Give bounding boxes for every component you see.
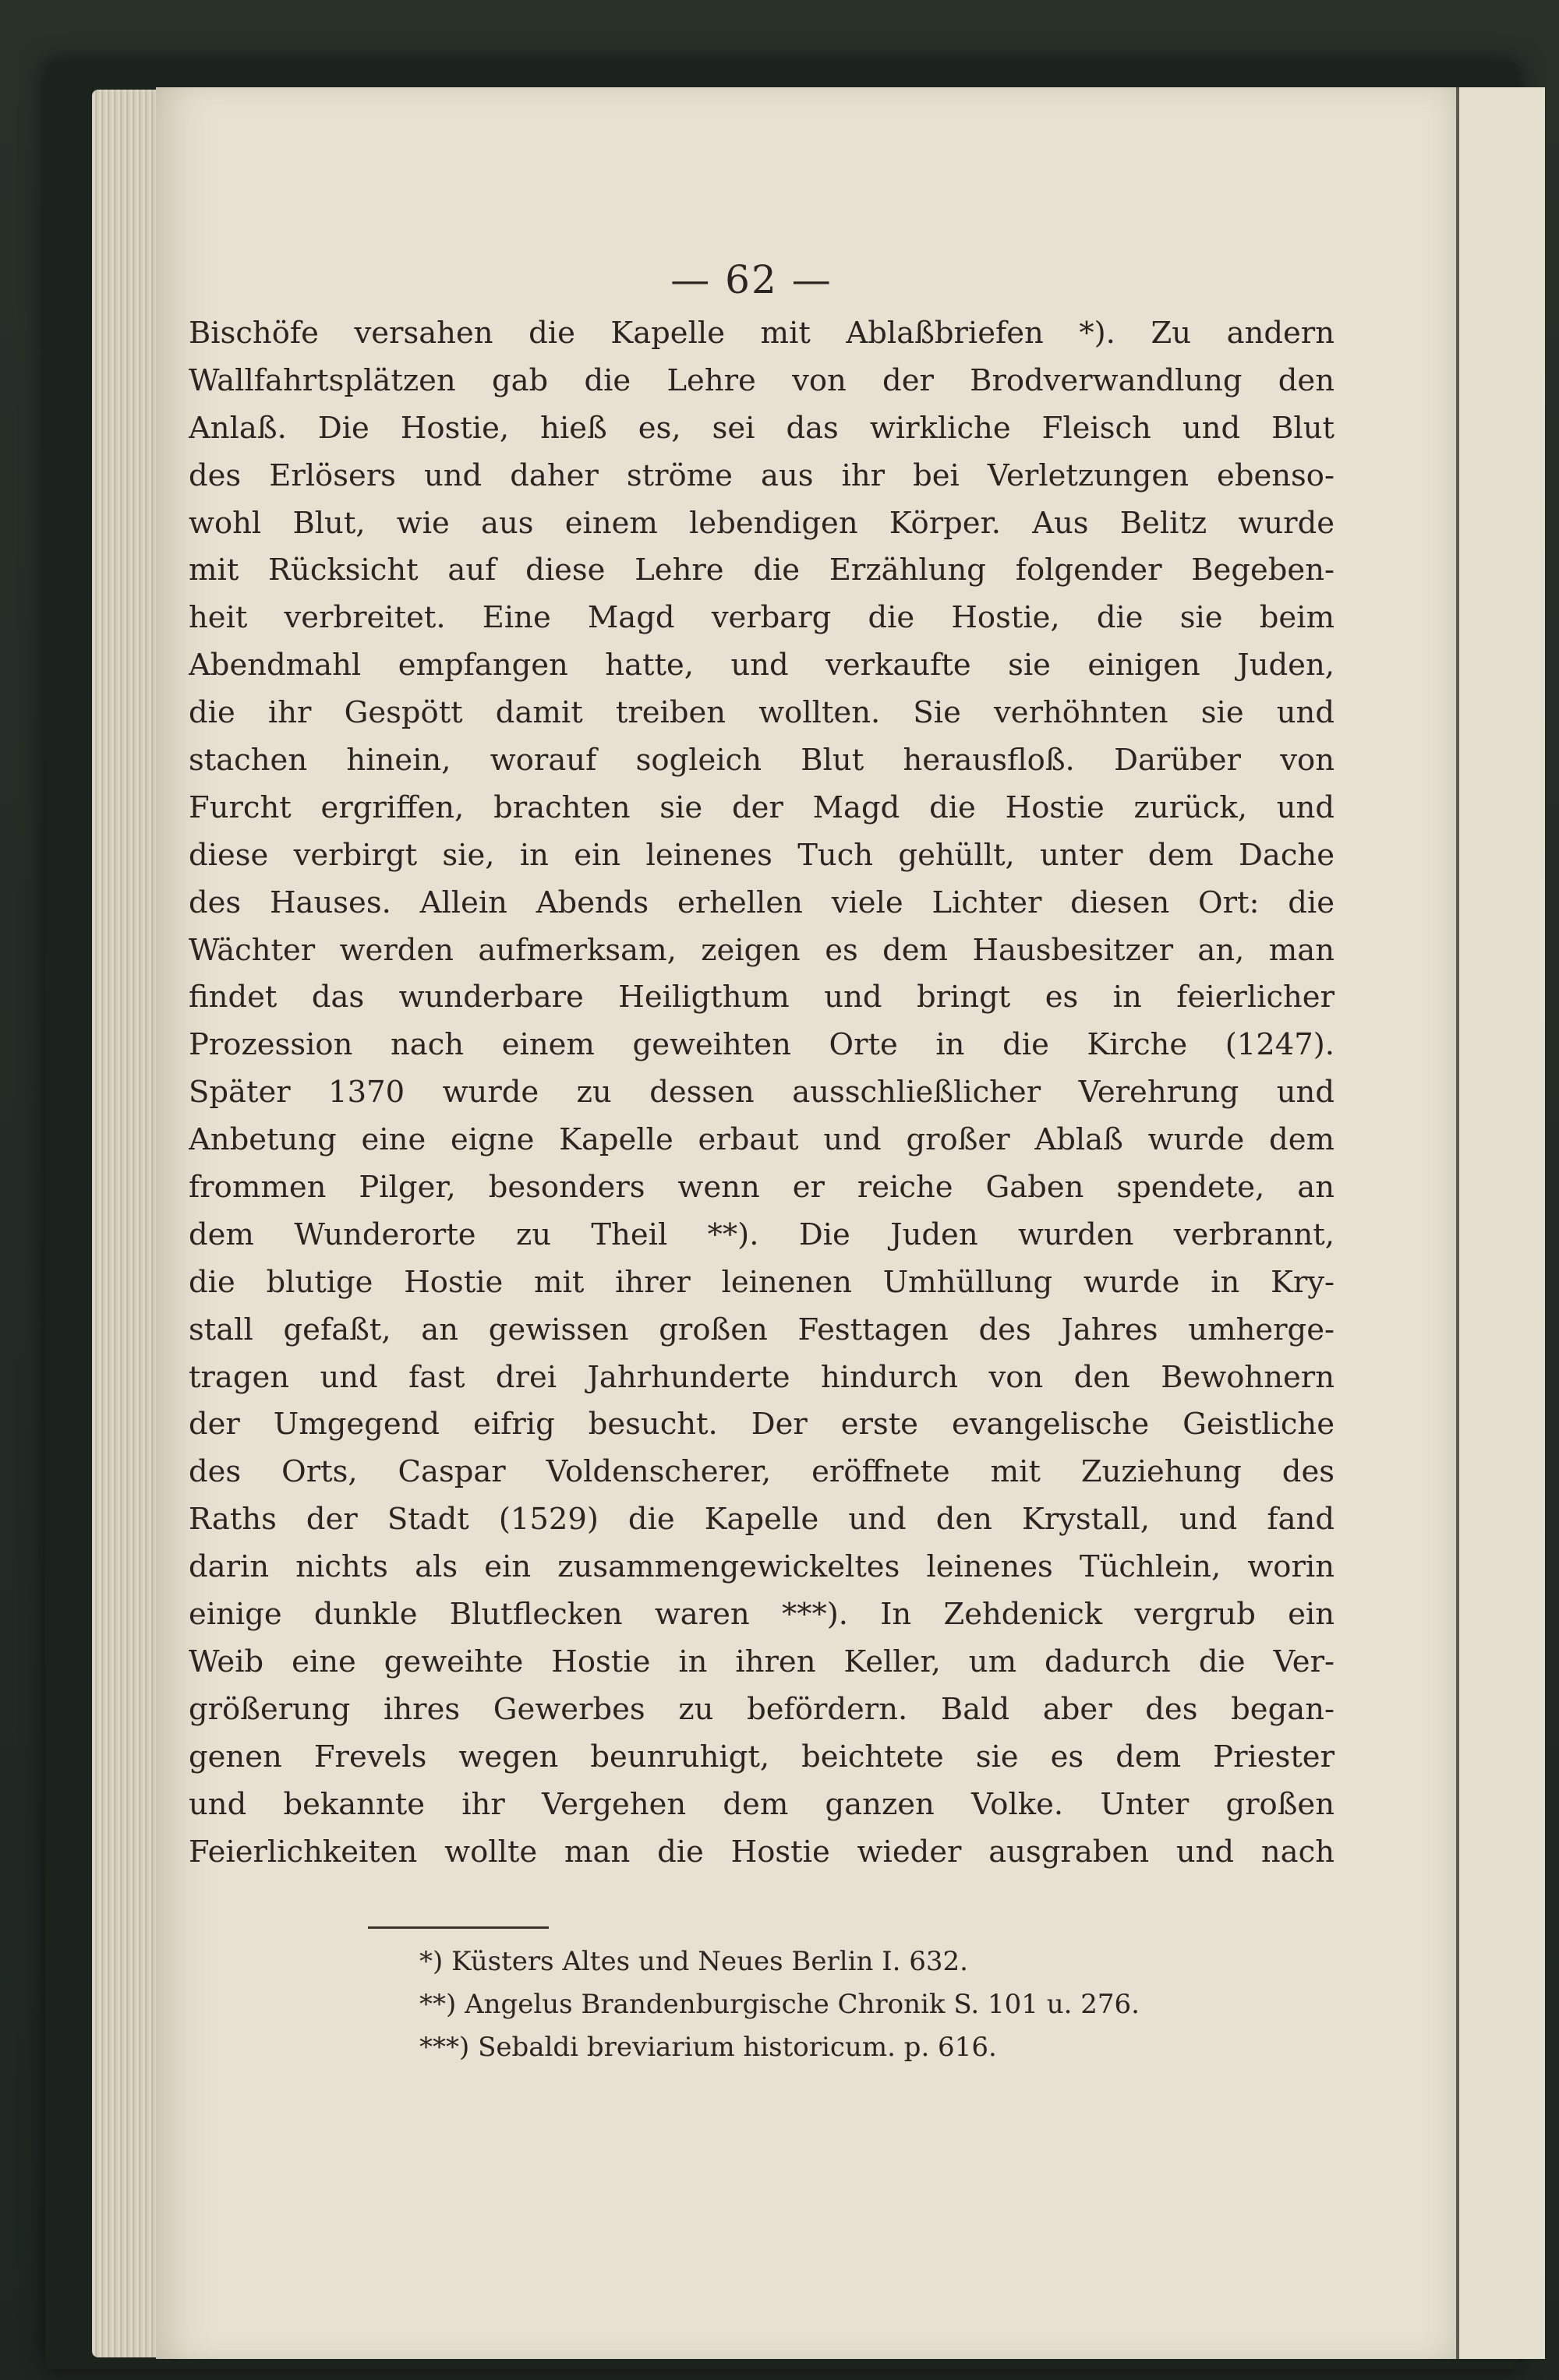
- text-line: Abendmahl empfangen hatte, und verkaufte sie einigen Juden,: [189, 648, 1335, 683]
- text-line: die ihr Gespött damit treiben wollten. Sie verhöhnten sie und: [189, 695, 1335, 731]
- text-line: mit Rücksicht auf diese Lehre die Erzählung folgender Begeben-: [189, 553, 1335, 588]
- text-line: Später 1370 wurde zu dessen ausschließlicher Verehrung und: [189, 1075, 1335, 1111]
- page-number: — 62 —: [670, 257, 833, 302]
- footnote-rule: [368, 1926, 549, 1929]
- text-line: darin nichts als ein zusammengewickeltes leinenes Tüchlein, worin: [189, 1549, 1335, 1585]
- body-text: [189, 310, 1335, 1876]
- text-line: genen Frevels wegen beunruhigt, beichtete sie es dem Priester: [189, 1739, 1335, 1774]
- text-line: dem Wunderorte zu Theil **). Die Juden wurden verbrannt,: [189, 1216, 1335, 1252]
- text-line: tragen und fast drei Jahrhunderte hindurch von den Bewohnern: [189, 1359, 1335, 1395]
- footnote: **) Angelus Brandenburgische Chronik S. 101 u. 276.: [419, 1989, 1140, 2020]
- text-line: des Hauses. Allein Abends erhellen viele Lichter diesen Ort: die: [189, 885, 1335, 920]
- text-line: und bekannte ihr Vergehen dem ganzen Volke. Unter großen: [189, 1786, 1335, 1822]
- text-line: die blutige Hostie mit ihrer leinenen Umhüllung wurde in Kry-: [189, 1264, 1335, 1300]
- text-line: einige dunkle Blutflecken waren ***). In Zehdenick vergrub ein: [189, 1597, 1335, 1633]
- text-line: Anbetung eine eigne Kapelle erbaut und großer Ablaß wurde dem: [189, 1122, 1335, 1158]
- footnote: ***) Sebaldi breviarium historicum. p. 616.: [419, 2032, 997, 2063]
- text-line: Furcht ergriffen, brachten sie der Magd die Hostie zurück, und: [189, 789, 1335, 825]
- footnotes: [419, 1940, 1277, 2069]
- text-line: der Umgegend eifrig besucht. Der erste evangelische Geistliche: [189, 1407, 1335, 1442]
- text-line: Wallfahrtsplätzen gab die Lehre von der Brodverwandlung den: [189, 362, 1335, 398]
- text-line: Bischöfe versahen die Kapelle mit Ablaßbriefen *). Zu andern: [189, 316, 1335, 351]
- text-line: Wächter werden aufmerksam, zeigen es dem Hausbesitzer an, man: [189, 932, 1335, 968]
- text-line: frommen Pilger, besonders wenn er reiche Gaben spendete, an: [189, 1170, 1335, 1206]
- footnote: *) Küsters Altes und Neues Berlin I. 632.: [419, 1946, 968, 1977]
- text-line: diese verbirgt sie, in ein leinenes Tuch gehüllt, unter dem Dache: [189, 837, 1335, 873]
- text-line: des Erlösers und daher ströme aus ihr bei Verletzungen ebenso-: [189, 457, 1335, 493]
- text-line: Prozession nach einem geweihten Orte in die Kirche (1247).: [189, 1027, 1335, 1063]
- text-line: heit verbreitet. Eine Magd verbarg die Hostie, die sie beim: [189, 600, 1335, 636]
- text-line: Weib eine geweihte Hostie in ihren Keller, um dadurch die Ver-: [189, 1644, 1335, 1679]
- facing-page-edge: [1456, 87, 1545, 2359]
- text-line: stall gefaßt, an gewissen großen Festtagen des Jahres umherge-: [189, 1312, 1335, 1347]
- text-line: Anlaß. Die Hostie, hieß es, sei das wirkliche Fleisch und Blut: [189, 410, 1335, 446]
- text-line: stachen hinein, worauf sogleich Blut herausfloß. Darüber von: [189, 743, 1335, 779]
- text-line: Raths der Stadt (1529) die Kapelle und den Krystall, und fand: [189, 1502, 1335, 1538]
- text-line: Feierlichkeiten wollte man die Hostie wieder ausgraben und nach: [189, 1834, 1335, 1870]
- text-line: wohl Blut, wie aus einem lebendigen Körper. Aus Belitz wurde: [189, 505, 1335, 541]
- text-line: des Orts, Caspar Voldenscherer, eröffnete mit Zuziehung des: [189, 1454, 1335, 1490]
- text-line: findet das wunderbare Heiligthum und bringt es in feierlicher: [189, 980, 1335, 1015]
- text-line: größerung ihres Gewerbes zu befördern. Bald aber des began-: [189, 1691, 1335, 1727]
